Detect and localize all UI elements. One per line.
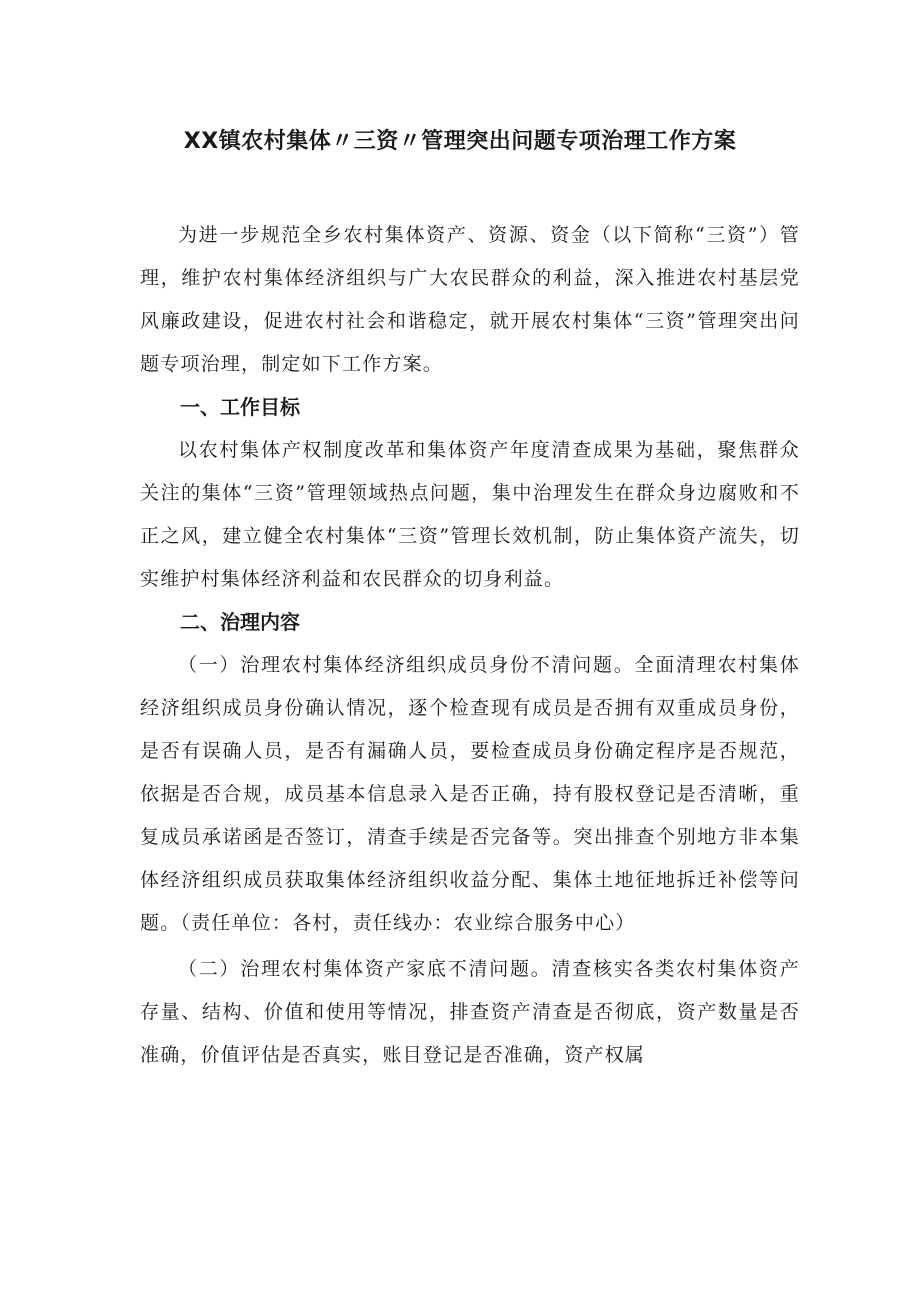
goals-paragraph: 以农村集体产权制度改革和集体资产年度清查成果为基础，聚焦群众关注的集体“三资”管理领域热点问题，集中治理发生在群众身边腐败和不正之风，建立健全农村集体“三资”管理长效机制，防止集体资产流失，切实维护村集体经济利益和农民群众的切身利益。 bbox=[140, 439, 800, 590]
intro-paragraph: 为进一步规范全乡农村集体资产、资源、资金（以下简称“三资”）管理，维护农村集体经济组织与广大农民群众的利益，深入推进农村基层党风廉政建设，促进农村社会和谐稳定，就开展农村集体“三资”管理突出问题专项治理，制定如下工作方案。 bbox=[140, 224, 800, 375]
document-body bbox=[140, 214, 800, 1077]
section-heading-goals: 一、工作目标 bbox=[180, 395, 300, 419]
content-paragraph-1: （一）治理农村集体经济组织成员身份不清问题。全面清理农村集体经济组织成员身份确认情况，逐个检查现有成员是否拥有双重成员身份，是否有误确人员，是否有漏确人员，要检查成员身份确定程序是否规范，依据是否合规，成员基本信息录入是否正确，持有股权登记是否清晰，重复成员承诺函是否签订，清查手续是否完备等。突出排查个别地方非本集体经济组织成员获取集体经济组织收益分配、集体土地征地拆迁补偿等问题。（责任单位：各村，责任线办：农业综合服务中心） bbox=[140, 654, 800, 934]
content-paragraph-2: （二）治理农村集体资产家底不清问题。清查核实各类农村集体资产存量、结构、价值和使用等情况，排查资产清查是否彻底，资产数量是否准确，价值评估是否真实，账目登记是否准确，资产权属 bbox=[140, 958, 800, 1066]
section-heading-content: 二、治理内容 bbox=[180, 610, 300, 634]
document-title: XX镇农村集体〃三资〃管理突出问题专项治理工作方案 bbox=[183, 129, 737, 154]
